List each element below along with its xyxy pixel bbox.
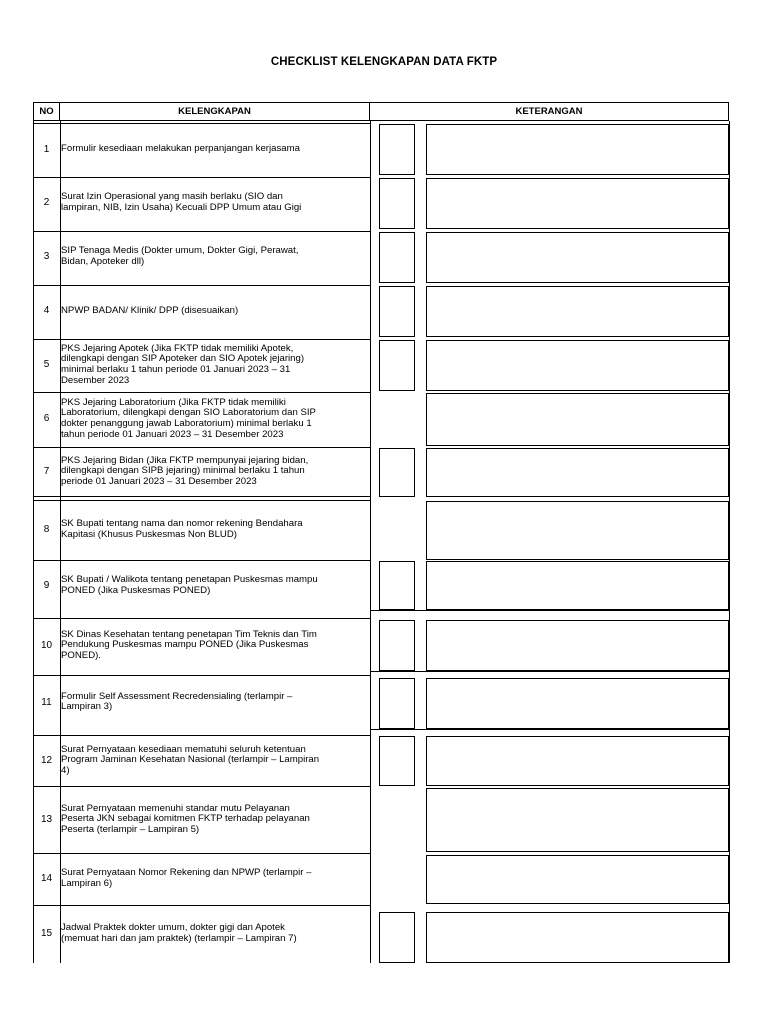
requirement-text (61, 192, 367, 213)
requirement-text-line: SK Bupati tentang nama dan nomor rekening Bendahara (61, 518, 303, 530)
requirement-text (61, 398, 367, 440)
requirement-text-line: Program Jaminan Kesehatan Nasional (terlampir – Lampiran (61, 754, 320, 766)
requirement-text-line: 4) (61, 764, 70, 776)
requirement-text-line: SIP Tenaga Medis (Dokter umum, Dokter Gigi, Perawat, (61, 245, 299, 257)
requirement-text-line: Peserta JKN sebagai komitmen FKTP terhadap pelayanan (61, 813, 310, 825)
requirement-text-line: Lampiran 3) (61, 701, 113, 713)
row-number: 5 (43, 359, 50, 370)
requirement-text-line: NPWP BADAN/ Klinik/ DPP (disesuaikan) (61, 304, 239, 316)
header-kelengkapan: KELENGKAPAN (60, 102, 370, 121)
row-number: 14 (40, 873, 53, 884)
requirement-text-line: Peserta (terlampir – Lampiran 5) (61, 823, 200, 835)
keterangan-field[interactable] (426, 232, 729, 283)
keterangan-field[interactable] (426, 788, 729, 852)
row-separator (33, 905, 370, 906)
requirement-text (61, 923, 367, 944)
requirement-text (61, 246, 367, 267)
requirement-text-line: tahun periode 01 Januari 2023 – 31 Desember 2023 (61, 428, 284, 440)
keterangan-field[interactable] (426, 286, 729, 337)
requirement-text-line: Kapitasi (Khusus Puskesmas Non BLUD) (61, 528, 237, 540)
requirement-text-line: minimal berlaku 1 tahun periode 01 Januari 2023 – 31 (61, 363, 291, 375)
requirement-text-line: SK Dinas Kesehatan tentang penetapan Tim Teknis dan Tim (61, 628, 317, 640)
row-number: 13 (40, 813, 53, 825)
row-separator (370, 729, 729, 730)
requirement-text-line: Surat Pernyataan kesediaan mematuhi seluruh ketentuan (61, 743, 306, 755)
requirement-text-line: dokter penanggung jawab Laboratorium) minimal berlaku 1 (61, 417, 312, 429)
requirement-text (61, 344, 367, 386)
row-number: 12 (40, 754, 53, 766)
checkbox[interactable] (379, 448, 415, 497)
requirement-text-line: PONED (Jika Puskesmas PONED) (61, 584, 211, 596)
requirement-text-line: (memuat hari dan jam praktek) (terlampir – Lampiran 7) (61, 932, 297, 944)
requirement-text (61, 456, 367, 488)
row-separator (33, 560, 370, 561)
checkbox[interactable] (379, 178, 415, 229)
checkbox[interactable] (379, 912, 415, 963)
requirement-text-line: lampiran, NIB, Izin Usaha) Kecuali DPP Umum atau Gigi (61, 201, 302, 213)
row-separator (370, 671, 729, 672)
requirement-text-line: Surat Izin Operasional yang masih berlaku (SIO dan (61, 191, 283, 203)
keterangan-field[interactable] (426, 736, 729, 786)
row-separator (33, 177, 370, 178)
keterangan-field[interactable] (426, 501, 729, 560)
keterangan-field[interactable] (426, 912, 729, 963)
checkbox[interactable] (379, 620, 415, 671)
requirement-text-line: Formulir Self Assessment Recredensialing (terlampir – (61, 690, 293, 702)
checkbox[interactable] (379, 678, 415, 729)
row-separator (33, 392, 370, 393)
checkbox[interactable] (379, 736, 415, 786)
row-separator (33, 618, 370, 619)
keterangan-field[interactable] (426, 124, 729, 175)
row-number: 8 (43, 524, 50, 535)
row-number: 4 (43, 305, 50, 316)
checkbox[interactable] (379, 340, 415, 391)
column-divider-kelengkapan (370, 121, 371, 963)
row-number: 11 (41, 696, 52, 708)
requirement-text-line: Bidan, Apoteker dll) (61, 255, 145, 267)
row-separator (33, 123, 370, 124)
requirement-text (61, 306, 367, 317)
keterangan-field[interactable] (426, 678, 729, 729)
requirement-text (61, 868, 367, 889)
row-separator (33, 339, 370, 340)
row-separator (33, 500, 370, 501)
requirement-text-line: PKS Jejaring Apotek (Jika FKTP tidak memiliki Apotek, (61, 342, 294, 354)
requirement-text-line: dilengkapi dengan SIPB jejaring) minimal berlaku 1 tahun (61, 465, 305, 477)
requirement-text-line: Surat Pernyataan memenuhi standar mutu Pelayanan (61, 802, 290, 814)
row-separator (33, 853, 370, 854)
requirement-text (61, 575, 367, 596)
row-number: 3 (43, 251, 50, 262)
requirement-text-line: Desember 2023 (61, 374, 130, 386)
row-number: 10 (40, 639, 53, 651)
requirement-text (61, 745, 367, 777)
row-separator (33, 285, 370, 286)
row-number: 7 (43, 465, 50, 477)
table-border-left (33, 121, 34, 963)
requirement-text (61, 804, 367, 836)
requirement-text-line: PONED). (61, 649, 101, 661)
requirement-text-line: SK Bupati / Walikota tentang penetapan Puskesmas mampu (61, 574, 318, 586)
keterangan-field[interactable] (426, 178, 729, 229)
row-number: 15 (40, 928, 53, 939)
requirement-text (61, 630, 367, 662)
requirement-text-line: dilengkapi dengan SIP Apoteker dan SIO Apotek jejaring) (61, 353, 305, 365)
page-title: CHECKLIST KELENGKAPAN DATA FKTP (270, 56, 498, 68)
row-number: 1 (43, 143, 50, 155)
requirement-text-line: periode 01 Januari 2023 – 31 Desember 2023 (61, 475, 257, 487)
row-number: 9 (43, 580, 50, 591)
requirement-text-line: Surat Pernyataan Nomor Rekening dan NPWP (terlampir – (61, 867, 312, 879)
checkbox[interactable] (379, 124, 415, 175)
header-no: NO (33, 102, 60, 121)
keterangan-field[interactable] (426, 448, 729, 497)
row-separator (33, 675, 370, 676)
table-border-right (729, 121, 730, 963)
requirement-text-line: Formulir kesediaan melakukan perpanjangan kerjasama (61, 143, 300, 155)
row-separator (33, 231, 370, 232)
keterangan-field[interactable] (426, 561, 729, 610)
requirement-text-line: PKS Jejaring Bidan (Jika FKTP mempunyai jejaring bidan, (61, 454, 309, 466)
checkbox[interactable] (379, 232, 415, 283)
requirement-text-line: Jadwal Praktek dokter umum, dokter gigi dan Apotek (61, 922, 285, 934)
requirement-text-line: Lampiran 6) (61, 877, 113, 889)
row-separator (33, 447, 370, 448)
requirement-text (61, 144, 367, 155)
keterangan-field[interactable] (426, 393, 729, 446)
requirement-text-line: Laboratorium, dilengkapi dengan SIO Laboratorium dan SIP (61, 407, 316, 419)
row-separator (33, 496, 370, 497)
requirement-text (61, 519, 367, 540)
row-separator (370, 610, 729, 611)
requirement-text (61, 692, 367, 713)
header-keterangan: KETERANGAN (370, 102, 729, 121)
row-number: 6 (43, 413, 50, 424)
checkbox[interactable] (379, 561, 415, 610)
row-separator (33, 735, 370, 736)
requirement-text-line: Pendukung Puskesmas mampu PONED (Jika Puskesmas (61, 639, 309, 651)
requirement-text-line: PKS Jejaring Laboratorium (Jika FKTP tidak memiliki (61, 396, 286, 408)
row-number: 2 (43, 197, 50, 208)
checkbox[interactable] (379, 286, 415, 337)
keterangan-field[interactable] (426, 340, 729, 391)
row-separator (33, 786, 370, 787)
keterangan-field[interactable] (426, 855, 729, 904)
keterangan-field[interactable] (426, 620, 729, 671)
